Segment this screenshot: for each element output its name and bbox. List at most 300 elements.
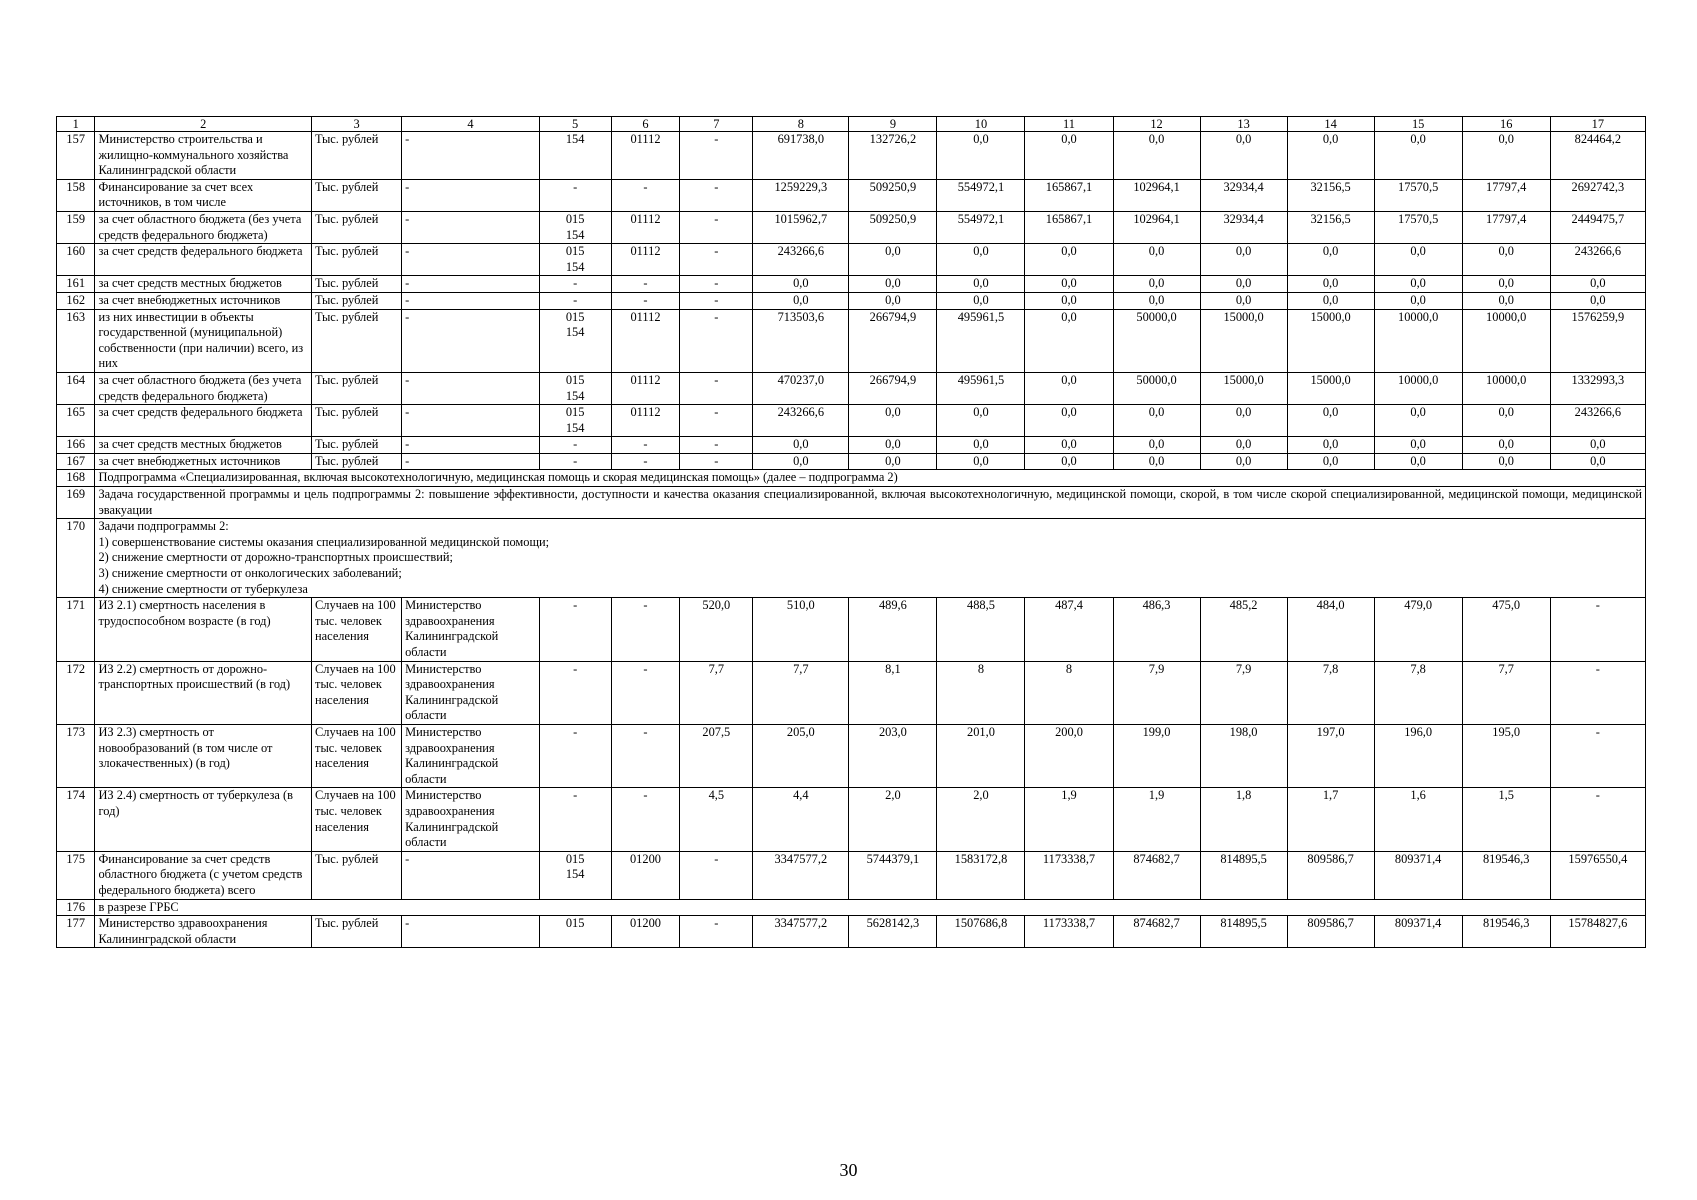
col-header: 9 [849,117,937,132]
col-header: 4 [402,117,540,132]
value-cell: 814895,5 [1200,916,1287,948]
value-cell: 713503,6 [753,309,849,372]
value-cell: 5744379,1 [849,851,937,899]
value-cell: 32156,5 [1287,211,1374,243]
value-cell: 1507686,8 [937,916,1025,948]
row-number-cell: 175 [57,851,95,899]
value-cell: 266794,9 [849,372,937,404]
value-cell: 7,8 [1287,661,1374,724]
responsible-cell: - [402,437,540,454]
unit-cell: Тыс. рублей [312,916,402,948]
row-number-cell: 164 [57,372,95,404]
code-cell: - [539,292,611,309]
value-cell: 15784827,6 [1550,916,1645,948]
value-cell: 8 [937,661,1025,724]
value-cell: 0,0 [1025,292,1113,309]
table-row [57,132,1646,180]
value-cell: 809586,7 [1287,851,1374,899]
value-cell: 554972,1 [937,179,1025,211]
code-cell: 01200 [611,916,680,948]
row-number-cell: 168 [57,470,95,487]
row-number-cell: 157 [57,132,95,180]
value-cell: 2692742,3 [1550,179,1645,211]
col-header: 8 [753,117,849,132]
code-cell: - [539,179,611,211]
value-cell: - [680,309,753,372]
value-cell: - [680,132,753,180]
value-cell: 0,0 [849,244,937,276]
value-cell: 3347577,2 [753,916,849,948]
value-cell: 0,0 [1287,132,1374,180]
value-cell: - [680,211,753,243]
row-number-cell: 176 [57,899,95,916]
col-header: 5 [539,117,611,132]
table-row [57,179,1646,211]
table-row [57,211,1646,243]
value-cell: 691738,0 [753,132,849,180]
row-number-cell: 170 [57,519,95,598]
value-cell: 1015962,7 [753,211,849,243]
code-cell: 015 154 [539,372,611,404]
value-cell: 0,0 [1374,276,1462,293]
col-header: 12 [1113,117,1200,132]
value-cell: - [680,244,753,276]
value-cell: 1259229,3 [753,179,849,211]
table-row [57,598,1646,661]
value-cell: 0,0 [1200,405,1287,437]
responsible-cell: - [402,132,540,180]
row-number-cell: 172 [57,661,95,724]
value-cell: 0,0 [937,405,1025,437]
code-cell: 01112 [611,132,680,180]
value-cell: 4,4 [753,788,849,851]
value-cell: 15000,0 [1200,372,1287,404]
value-cell: 554972,1 [937,211,1025,243]
value-cell: 0,0 [1462,276,1550,293]
value-cell: 0,0 [849,292,937,309]
unit-cell: Случаев на 100 тыс. человек населения [312,724,402,787]
value-cell: 266794,9 [849,309,937,372]
value-cell: 510,0 [753,598,849,661]
value-cell: 1,6 [1374,788,1462,851]
table-row [57,292,1646,309]
value-cell: 243266,6 [753,244,849,276]
page-number: 30 [839,1160,858,1180]
value-cell: 199,0 [1113,724,1200,787]
header-row [57,117,1646,132]
row-number-cell: 174 [57,788,95,851]
value-cell: 0,0 [1374,405,1462,437]
unit-cell: Тыс. рублей [312,405,402,437]
value-cell: 0,0 [937,132,1025,180]
value-cell: 484,0 [1287,598,1374,661]
value-cell: 4,5 [680,788,753,851]
unit-cell: Тыс. рублей [312,292,402,309]
value-cell: 486,3 [1113,598,1200,661]
unit-cell: Тыс. рублей [312,437,402,454]
value-cell: 0,0 [1374,292,1462,309]
section-cell: в разрезе ГРБС [95,899,1646,916]
name-cell: за счет областного бюджета (без учета средств федерального бюджета) [95,372,312,404]
col-header: 6 [611,117,680,132]
row-number-cell: 162 [57,292,95,309]
value-cell: 0,0 [1025,437,1113,454]
value-cell: 15976550,4 [1550,851,1645,899]
value-cell: 17570,5 [1374,179,1462,211]
value-cell: 50000,0 [1113,372,1200,404]
value-cell: 0,0 [1462,132,1550,180]
value-cell: - [1550,598,1645,661]
code-cell: - [611,437,680,454]
value-cell: 479,0 [1374,598,1462,661]
unit-cell: Тыс. рублей [312,453,402,470]
value-cell: - [680,372,753,404]
table-row [57,851,1646,899]
row-number-cell: 163 [57,309,95,372]
unit-cell: Случаев на 100 тыс. человек населения [312,788,402,851]
value-cell: 824464,2 [1550,132,1645,180]
value-cell: 2,0 [849,788,937,851]
code-cell: 01112 [611,372,680,404]
code-cell: - [611,724,680,787]
col-header: 10 [937,117,1025,132]
code-cell: 015 154 [539,405,611,437]
row-number-cell: 159 [57,211,95,243]
value-cell: 1576259,9 [1550,309,1645,372]
value-cell: 1,5 [1462,788,1550,851]
value-cell: 0,0 [753,292,849,309]
responsible-cell: - [402,179,540,211]
value-cell: 8 [1025,661,1113,724]
value-cell: - [680,851,753,899]
unit-cell: Случаев на 100 тыс. человек населения [312,598,402,661]
value-cell: 102964,1 [1113,211,1200,243]
name-cell: ИЗ 2.4) смертность от туберкулеза (в год) [95,788,312,851]
table-row [57,899,1646,916]
name-cell: за счет средств федерального бюджета [95,244,312,276]
name-cell: за счет средств федерального бюджета [95,405,312,437]
value-cell: 0,0 [1287,437,1374,454]
responsible-cell: Министерство здравоохранения Калининградской области [402,724,540,787]
table-row [57,244,1646,276]
value-cell: 0,0 [1462,292,1550,309]
value-cell: 15000,0 [1200,309,1287,372]
value-cell: 495961,5 [937,309,1025,372]
unit-cell: Тыс. рублей [312,276,402,293]
value-cell: 0,0 [1025,244,1113,276]
table-row [57,453,1646,470]
value-cell: 0,0 [849,405,937,437]
col-header: 15 [1374,117,1462,132]
value-cell: 165867,1 [1025,211,1113,243]
value-cell: 200,0 [1025,724,1113,787]
value-cell: 7,8 [1374,661,1462,724]
table-row [57,405,1646,437]
row-number-cell: 160 [57,244,95,276]
value-cell: 1,7 [1287,788,1374,851]
value-cell: 7,7 [753,661,849,724]
col-header: 13 [1200,117,1287,132]
value-cell: 32934,4 [1200,179,1287,211]
value-cell: 102964,1 [1113,179,1200,211]
responsible-cell: - [402,372,540,404]
value-cell: 495961,5 [937,372,1025,404]
value-cell: 207,5 [680,724,753,787]
value-cell: 8,1 [849,661,937,724]
code-cell: - [539,724,611,787]
table-row [57,309,1646,372]
code-cell: 01112 [611,309,680,372]
value-cell: - [1550,724,1645,787]
value-cell: 0,0 [1462,244,1550,276]
value-cell: 0,0 [937,453,1025,470]
value-cell: 509250,9 [849,211,937,243]
value-cell: 0,0 [1550,437,1645,454]
value-cell: 0,0 [1200,437,1287,454]
value-cell: 874682,7 [1113,916,1200,948]
value-cell: 0,0 [937,292,1025,309]
value-cell: 470237,0 [753,372,849,404]
value-cell: 15000,0 [1287,309,1374,372]
value-cell: 17797,4 [1462,211,1550,243]
code-cell: 01200 [611,851,680,899]
code-cell: - [611,292,680,309]
value-cell: 0,0 [849,276,937,293]
value-cell: 17797,4 [1462,179,1550,211]
col-header: 11 [1025,117,1113,132]
value-cell: 0,0 [937,276,1025,293]
value-cell: 0,0 [1550,292,1645,309]
code-cell: - [539,437,611,454]
value-cell: 243266,6 [1550,244,1645,276]
value-cell: 0,0 [1200,132,1287,180]
code-cell: 01112 [611,405,680,437]
responsible-cell: - [402,276,540,293]
table-row [57,487,1646,519]
value-cell: 5628142,3 [849,916,937,948]
value-cell: 0,0 [1200,292,1287,309]
value-cell: 2,0 [937,788,1025,851]
value-cell: 243266,6 [753,405,849,437]
value-cell: 0,0 [1287,405,1374,437]
value-cell: 1332993,3 [1550,372,1645,404]
value-cell: 7,9 [1200,661,1287,724]
code-cell: - [611,788,680,851]
value-cell: 0,0 [1200,244,1287,276]
budget-table [56,116,1646,948]
col-header: 16 [1462,117,1550,132]
value-cell: 3347577,2 [753,851,849,899]
value-cell: 0,0 [1200,453,1287,470]
unit-cell: Тыс. рублей [312,244,402,276]
value-cell: - [1550,661,1645,724]
value-cell: 1,8 [1200,788,1287,851]
value-cell: 2449475,7 [1550,211,1645,243]
value-cell: - [680,453,753,470]
value-cell: 809371,4 [1374,851,1462,899]
value-cell: 0,0 [937,437,1025,454]
value-cell: 32156,5 [1287,179,1374,211]
unit-cell: Тыс. рублей [312,372,402,404]
table-row [57,470,1646,487]
value-cell: 0,0 [1550,453,1645,470]
value-cell: 1,9 [1025,788,1113,851]
value-cell: 1173338,7 [1025,916,1113,948]
code-cell: - [539,598,611,661]
name-cell: ИЗ 2.3) смертность от новообразований (в том числе от злокачественных) (в год) [95,724,312,787]
row-number-cell: 169 [57,487,95,519]
value-cell: 0,0 [1025,405,1113,437]
name-cell: ИЗ 2.2) смертность от дорожно-транспортных происшествий (в год) [95,661,312,724]
value-cell: 0,0 [1025,276,1113,293]
value-cell: - [680,179,753,211]
value-cell: 475,0 [1462,598,1550,661]
unit-cell: Тыс. рублей [312,179,402,211]
table-body [57,132,1646,948]
col-header: 3 [312,117,402,132]
table-row [57,788,1646,851]
value-cell: 0,0 [1462,405,1550,437]
name-cell: за счет средств местных бюджетов [95,437,312,454]
value-cell: 489,6 [849,598,937,661]
value-cell: - [680,916,753,948]
value-cell: 0,0 [1374,453,1462,470]
col-header: 17 [1550,117,1645,132]
code-cell: - [611,179,680,211]
value-cell: 7,7 [1462,661,1550,724]
value-cell: 1,9 [1113,788,1200,851]
value-cell: 10000,0 [1374,309,1462,372]
row-number-cell: 166 [57,437,95,454]
value-cell: - [680,405,753,437]
row-number-cell: 177 [57,916,95,948]
value-cell: 0,0 [753,276,849,293]
value-cell: 10000,0 [1374,372,1462,404]
value-cell: 0,0 [1113,453,1200,470]
unit-cell: Тыс. рублей [312,851,402,899]
value-cell: 7,7 [680,661,753,724]
name-cell: Министерство здравоохранения Калининградской области [95,916,312,948]
value-cell: 485,2 [1200,598,1287,661]
value-cell: 10000,0 [1462,372,1550,404]
responsible-cell: Министерство здравоохранения Калининградской области [402,661,540,724]
value-cell: 874682,7 [1113,851,1200,899]
code-cell: 015 154 [539,211,611,243]
value-cell: 819546,3 [1462,851,1550,899]
row-number-cell: 167 [57,453,95,470]
responsible-cell: - [402,916,540,948]
responsible-cell: - [402,211,540,243]
value-cell: - [680,276,753,293]
row-number-cell: 173 [57,724,95,787]
code-cell: - [539,453,611,470]
col-header: 2 [95,117,312,132]
value-cell: 132726,2 [849,132,937,180]
code-cell: 154 [539,132,611,180]
code-cell: - [539,276,611,293]
name-cell: из них инвестиции в объекты государственной (муниципальной) собственности (при наличии) всего, из них [95,309,312,372]
value-cell: 0,0 [1113,405,1200,437]
value-cell: - [680,292,753,309]
value-cell: 0,0 [1113,244,1200,276]
row-number-cell: 161 [57,276,95,293]
value-cell: 0,0 [1113,437,1200,454]
col-header: 14 [1287,117,1374,132]
code-cell: - [611,661,680,724]
value-cell: 0,0 [1374,244,1462,276]
value-cell: 0,0 [1462,453,1550,470]
name-cell: за счет средств местных бюджетов [95,276,312,293]
responsible-cell: - [402,851,540,899]
name-cell: за счет областного бюджета (без учета средств федерального бюджета) [95,211,312,243]
code-cell: - [539,788,611,851]
code-cell: 01112 [611,211,680,243]
value-cell: 15000,0 [1287,372,1374,404]
value-cell: 0,0 [1287,276,1374,293]
row-number-cell: 158 [57,179,95,211]
table-row [57,372,1646,404]
section-cell: Задача государственной программы и цель подпрограммы 2: повышение эффективности, доступности и качества оказания специализированной, включая высокотехнологичную, медицинской помощи, скорой, в том числе скорой специализированной, медицинской помощи, медицинской эвакуации [95,487,1646,519]
table-row [57,916,1646,948]
table-row [57,724,1646,787]
value-cell: 198,0 [1200,724,1287,787]
name-cell: Министерство строительства и жилищно-коммунального хозяйства Калининградской области [95,132,312,180]
value-cell: 1173338,7 [1025,851,1113,899]
value-cell: 809371,4 [1374,916,1462,948]
responsible-cell: - [402,453,540,470]
responsible-cell: Министерство здравоохранения Калининградской области [402,788,540,851]
code-cell: - [539,661,611,724]
code-cell: 015 154 [539,851,611,899]
value-cell: 0,0 [937,244,1025,276]
value-cell: 7,9 [1113,661,1200,724]
code-cell: - [611,276,680,293]
value-cell: 0,0 [1025,132,1113,180]
value-cell: 0,0 [1025,372,1113,404]
value-cell: 488,5 [937,598,1025,661]
value-cell: 0,0 [1113,132,1200,180]
value-cell: 0,0 [849,437,937,454]
responsible-cell: Министерство здравоохранения Калининградской области [402,598,540,661]
code-cell: 015 [539,916,611,948]
value-cell: 50000,0 [1113,309,1200,372]
value-cell: 0,0 [753,453,849,470]
value-cell: 165867,1 [1025,179,1113,211]
value-cell: 0,0 [1113,292,1200,309]
code-cell: 015 154 [539,244,611,276]
table-row [57,276,1646,293]
value-cell: 0,0 [1287,292,1374,309]
code-cell: - [611,598,680,661]
value-cell: 520,0 [680,598,753,661]
code-cell: 015 154 [539,309,611,372]
value-cell: 196,0 [1374,724,1462,787]
value-cell: 197,0 [1287,724,1374,787]
name-cell: за счет внебюджетных источников [95,292,312,309]
value-cell: - [1550,788,1645,851]
value-cell: 0,0 [1287,244,1374,276]
value-cell: 0,0 [753,437,849,454]
name-cell: за счет внебюджетных источников [95,453,312,470]
value-cell: 0,0 [849,453,937,470]
name-cell: Финансирование за счет средств областного бюджета (с учетом средств федерального бюджета) всего [95,851,312,899]
responsible-cell: - [402,244,540,276]
value-cell: 205,0 [753,724,849,787]
value-cell: 814895,5 [1200,851,1287,899]
value-cell: 195,0 [1462,724,1550,787]
section-cell: Задачи подпрограммы 2: 1) совершенствование системы оказания специализированной медицинской помощи; 2) снижение смертности от дорожно-транспортных происшествий; 3) снижение смертности от онкологических заболеваний; 4) снижение смертности от туберкулеза [95,519,1646,598]
table-row [57,437,1646,454]
